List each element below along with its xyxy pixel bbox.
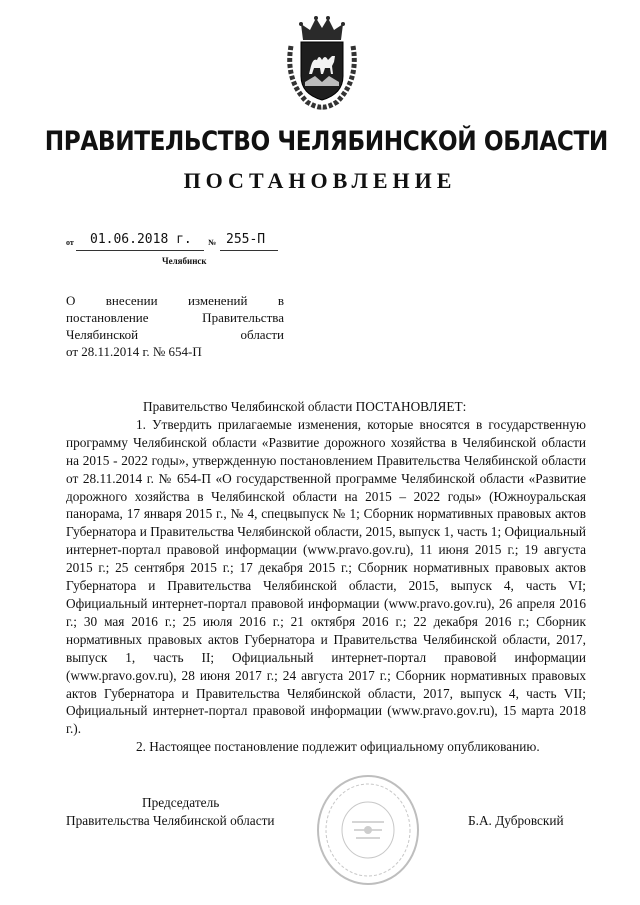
document-date: 01.06.2018 г. [90, 232, 192, 247]
document-subject [66, 292, 284, 360]
clause-2: 2. Настоящее постановление подлежит официальному опубликованию. [136, 739, 540, 755]
document-body [66, 398, 586, 756]
signatory-name: Б.А. Дубровский [468, 813, 564, 828]
document-type-heading: ПОСТАНОВЛЕНИЕ [183, 168, 457, 193]
signatory-role-line-2: Правительства Челябинской области [66, 813, 275, 828]
preamble: Правительство Челябинской области ПОСТАНОВЛЯЕТ: [143, 399, 467, 414]
document-number: 255-П [226, 232, 266, 247]
date-underline [76, 250, 204, 251]
subject-line: О внесении изменений в [66, 293, 284, 308]
number-label: № [208, 238, 217, 247]
city-label: Челябинск [162, 256, 207, 266]
coat-of-arms-emblem [283, 10, 361, 110]
clause-1: 1. Утвердить прилагаемые изменения, которые вносятся в государственную программу Челябинской области «Развитие дорожного хозяйства в Челябинской области на 2015 - 2022 годы», утвержденную постановлением Правительства Челябинской области от 28.11.2014 г. № 654-П «О государственной программе Челябинской области «Развитие дорожного хозяйства в Челябинской области на 2015 – 2022 годы» (Южноуральская панорама, 17 января 2015 г., № 4, спецвыпуск № 1; Сборник нормативных правовых актов Губернатора и Правительства Челябинской области, 2015, выпуск 1, часть 1; Официальный интернет-портал правовой информации (www.pravo.gov.ru), 11 июня 2015 г.; 19 августа 2015 г.; 25 сентября 2015 г.; 17 декабря 2015 г.; Сборник нормативных правовых актов Губернатора и Правительства Челябинской области, 2015, выпуск 4, часть VI; Официальный интернет-портал правовой информации (www.pravo.gov.ru), 26 апреля 2016 г.; 30 мая 2016 г.; 25 июля 2016 г.; 21 октября 2016 г.; 22 декабря 2016 г.; Сборник нормативных правовых актов Губернатора и Правительства Челябинской области, 2017, выпуск 1, часть II; Официальный интернет-портал правовой информации (www.pravo.gov.ru), 28 июня 2017 г.; 24 августа 2017 г.; Сборник нормативных правовых актов Губернатора и Правительства Челябинской области, 2017, выпуск 4, часть VII; Официальный интернет-портал правовой информации (www.pravo.gov.ru), 15 марта 2018 г.). [66, 416, 586, 737]
date-label: от [66, 238, 74, 247]
subject-line: от 28.11.2014 г. № 654-П [66, 344, 202, 359]
number-underline [220, 250, 278, 251]
official-seal-stamp [312, 770, 424, 890]
subject-line: постановление Правительства [66, 310, 284, 325]
subject-line: Челябинской области [66, 327, 284, 342]
signatory-role-line-1: Председатель [142, 795, 220, 810]
government-title: ПРАВИТЕЛЬСТВО ЧЕЛЯБИНСКОЙ ОБЛАСТИ [44, 126, 608, 157]
